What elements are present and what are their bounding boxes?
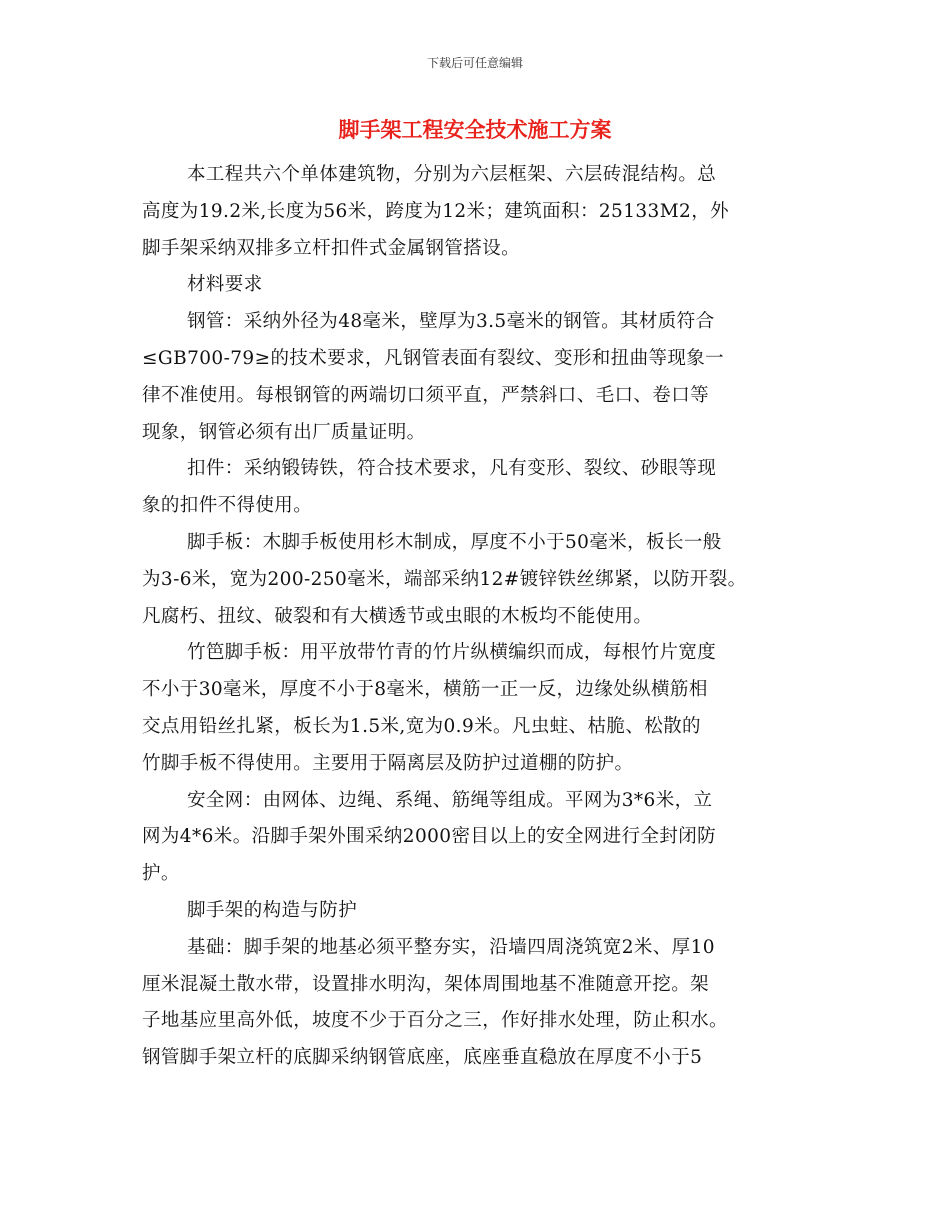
body-line: 钢管脚手架立杆的底脚采纳钢管底座，底座垂直稳放在厚度不小于5 — [142, 1047, 703, 1069]
body-line: 不小于30毫米，厚度不小于8毫米，横筋一正一反，边缘处纵横筋相 — [142, 679, 708, 701]
body-line: ≤GB700-79≥的技术要求，凡钢管表面有裂纹、变形和扭曲等现象一 — [142, 347, 725, 369]
body-line: 律不准使用。每根钢管的两端切口须平直，严禁斜口、毛口、卷口等 — [142, 384, 710, 406]
body-line: 凡腐朽、扭纹、破裂和有大横透节或虫眼的木板均不能使用。 — [142, 605, 653, 627]
body-line: 本工程共六个单体建筑物，分别为六层框架、六层砖混结构。总 — [187, 164, 717, 185]
body-line: 厘米混凝土散水带，设置排水明沟，架体周围地基不准随意开挖。架 — [142, 973, 710, 995]
body-line: 竹笆脚手板：用平放带竹青的竹片纵横编织而成，每根竹片宽度 — [187, 642, 717, 664]
body-line: 扣件：采纳锻铸铁，符合技术要求，凡有变形、裂纹、砂眼等现 — [187, 458, 717, 480]
body-line: 护。 — [142, 863, 180, 885]
body-line: 安全网：由网体、边绳、系绳、筋绳等组成。平网为3*6米，立 — [187, 789, 713, 811]
body-line: 脚手架采纳双排多立杆扣件式金属钢管搭设。 — [142, 237, 521, 259]
body-line: 象的扣件不得使用。 — [142, 495, 313, 517]
body-line: 交点用铅丝扎紧，板长为1.5米,宽为0.9米。凡虫蛀、枯脆、松散的 — [142, 715, 701, 737]
body-line: 材料要求 — [187, 274, 263, 296]
body-line: 网为4*6米。沿脚手架外围采纳2000密目以上的安全网进行全封闭防 — [142, 826, 717, 848]
body-line: 子地基应里高外低，坡度不少于百分之三，作好排水处理，防止积水。 — [142, 1010, 728, 1032]
body-line: 基础：脚手架的地基必须平整夯实，沿墙四周浇筑宽2米、厚10 — [187, 936, 715, 958]
header-note: 下载后可任意编辑 — [426, 56, 523, 70]
body-line: 脚手板：木脚手板使用杉木制成，厚度不小于50毫米，板长一般 — [187, 531, 722, 553]
body-line: 竹脚手板不得使用。主要用于隔离层及防护过道棚的防护。 — [142, 752, 634, 774]
document-title: 脚手架工程安全技术施工方案 — [338, 118, 612, 142]
body-line: 现象，钢管必须有出厂质量证明。 — [142, 421, 426, 443]
body-line: 脚手架的构造与防护 — [187, 899, 358, 921]
body-line: 为3-6米，宽为200-250毫米，端部采纳12#镀锌铁丝绑紧，以防开裂。 — [142, 568, 747, 590]
document-body — [142, 157, 812, 1077]
body-line: 钢管：采纳外径为48毫米，壁厚为3.5毫米的钢管。其材质符合 — [187, 311, 715, 333]
body-line: 高度为19.2米,长度为56米，跨度为12米；建筑面积：25133M2，外 — [142, 200, 730, 222]
